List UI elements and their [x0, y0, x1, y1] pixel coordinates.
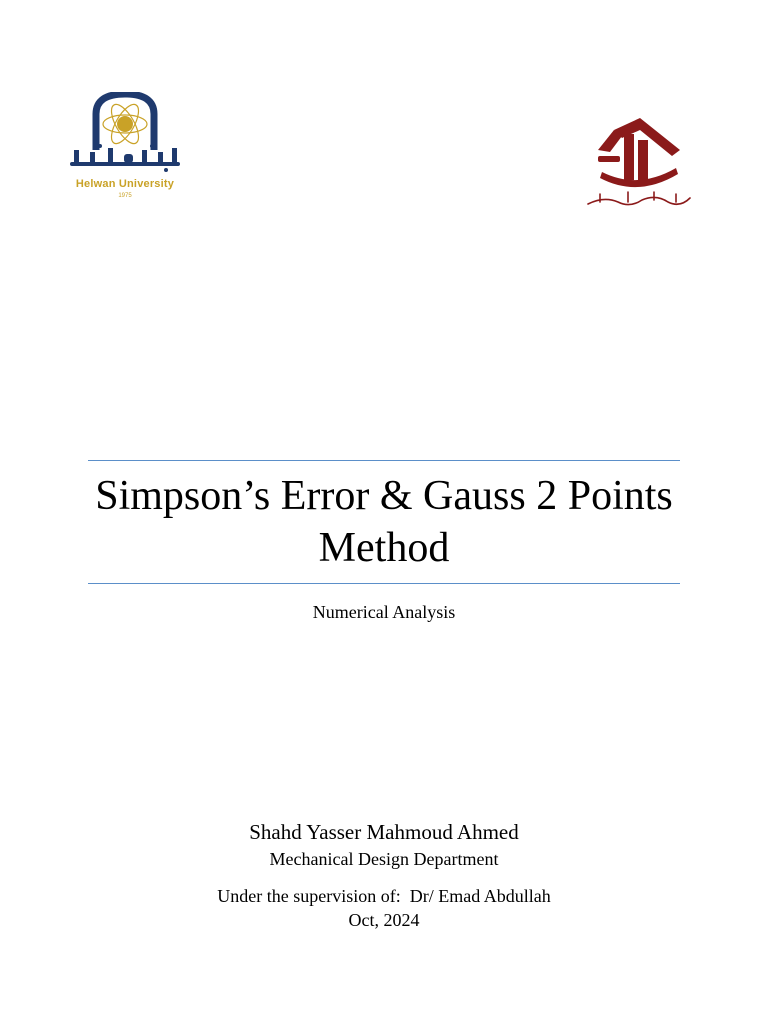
logo-english-name: Helwan University — [75, 178, 175, 190]
author-name: Shahd Yasser Mahmoud Ahmed — [249, 820, 519, 844]
helwan-emblem-icon — [62, 92, 188, 178]
title-top-rule — [88, 460, 680, 461]
supervision-line: Under the supervision of: Dr/ Emad Abdullah — [217, 886, 551, 906]
document-title: Simpson’s Error & Gauss 2 Points Method — [95, 473, 673, 571]
document-subtitle: Numerical Analysis — [312, 602, 456, 622]
logo-year: 1975 — [118, 193, 132, 199]
engineering-emblem-icon — [584, 116, 694, 210]
department-name: Mechanical Design Department — [269, 849, 499, 869]
title-bottom-rule — [88, 583, 680, 584]
helwan-university-logo — [62, 92, 188, 207]
document-date: Oct, 2024 — [348, 910, 420, 930]
faculty-engineering-logo — [584, 116, 694, 210]
